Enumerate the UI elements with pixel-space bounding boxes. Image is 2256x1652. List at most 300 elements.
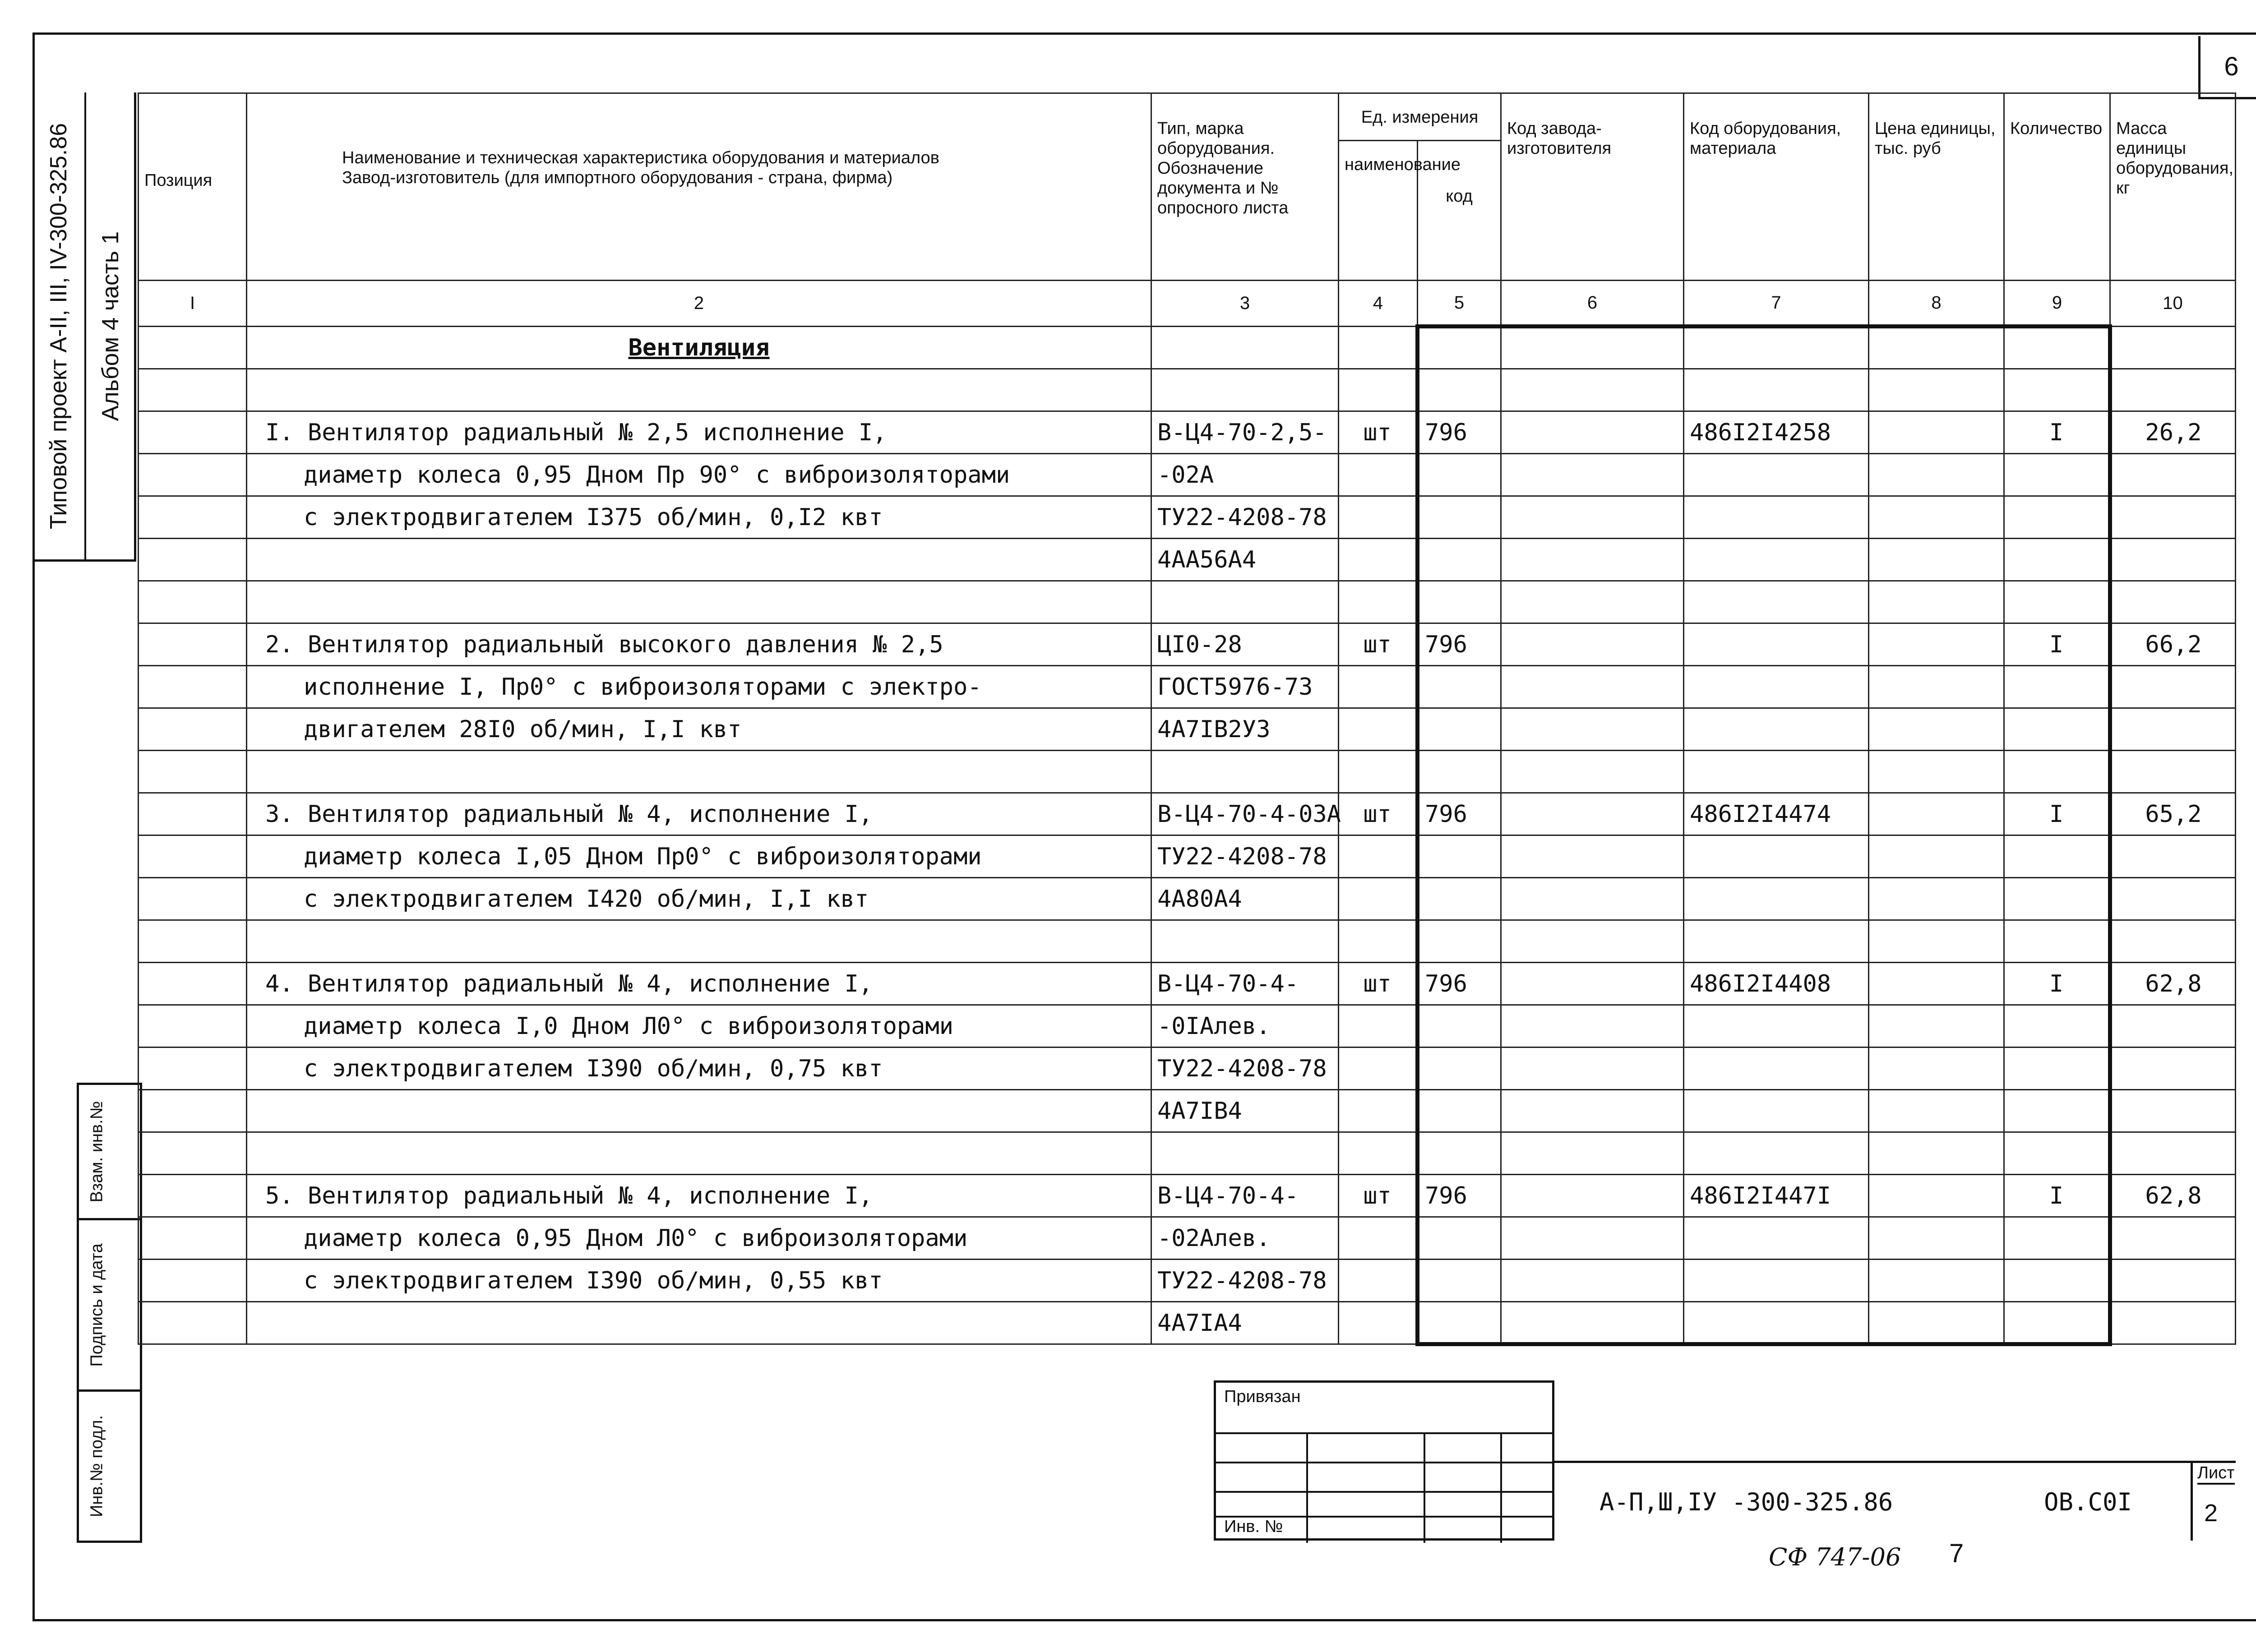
maker-code-cell (1501, 1302, 1684, 1344)
item-unit-code (1418, 581, 1501, 623)
table-row (139, 963, 2236, 1005)
item-qty (2004, 878, 2110, 920)
maker-code-cell (1501, 1005, 1684, 1047)
item-equip-code (1684, 1132, 1869, 1175)
price-cell (1869, 581, 2004, 623)
item-equip-code (1684, 581, 1869, 623)
table-row (139, 1302, 2236, 1344)
column-number: 8 (1869, 281, 2004, 327)
item-unit (1339, 369, 1418, 411)
item-mass (2110, 1132, 2236, 1175)
item-type: ТУ22-4208-78 (1151, 496, 1339, 539)
table-row (139, 496, 2236, 539)
inventory-label: Инв. № (1224, 1517, 1283, 1536)
side-stamp-signature-label: Подпись и дата (87, 1243, 106, 1367)
maker-code-cell (1501, 751, 1684, 793)
corner-page-number-text: 6 (2224, 52, 2239, 81)
position-cell (139, 835, 247, 878)
item-name (247, 1302, 1151, 1344)
item-unit-code (1418, 496, 1501, 539)
item-equip-code (1684, 1217, 1869, 1260)
item-unit (1339, 581, 1418, 623)
side-title-project-cell (32, 92, 86, 559)
item-unit (1339, 1302, 1418, 1344)
item-unit-code (1418, 835, 1501, 878)
position-cell (139, 623, 247, 666)
item-qty (2004, 1217, 2110, 1260)
column-number: 5 (1418, 281, 1501, 327)
maker-code-cell (1501, 1047, 1684, 1090)
item-type: 4А7IВ2У3 (1151, 708, 1339, 751)
maker-code-cell (1501, 1175, 1684, 1217)
item-unit-code (1418, 454, 1501, 496)
item-unit-code (1418, 1047, 1501, 1090)
header-maker-code: Код завода-изготовителя (1501, 93, 1684, 281)
header-unit-code: код (1418, 141, 1501, 281)
column-number: 6 (1501, 281, 1684, 327)
price-cell (1869, 835, 2004, 878)
item-qty (2004, 1260, 2110, 1302)
item-mass (2110, 751, 2236, 793)
item-name: I. Вентилятор радиальный № 2,5 исполнение I, (247, 411, 1151, 454)
item-qty: I (2004, 623, 2110, 666)
item-type: В-Ц4-70-4- (1151, 1175, 1339, 1217)
item-equip-code (1684, 878, 1869, 920)
item-qty (2004, 1132, 2110, 1175)
maker-code-cell (1501, 666, 1684, 708)
position-cell (139, 1217, 247, 1260)
item-type: ЦI0-28 (1151, 623, 1339, 666)
item-mass (2110, 539, 2236, 581)
maker-code-cell (1501, 920, 1684, 963)
position-cell (139, 496, 247, 539)
item-mass (2110, 1090, 2236, 1132)
item-qty (2004, 1090, 2110, 1132)
column-number: 3 (1151, 281, 1339, 327)
header-unit: Ед. измерения (1339, 93, 1501, 141)
item-unit-code (1418, 1132, 1501, 1175)
item-unit (1339, 1260, 1418, 1302)
side-stamp-replace (79, 1085, 140, 1220)
item-mass (2110, 496, 2236, 539)
item-name: диаметр колеса I,0 Дном Л0° с виброизоляторами (247, 1005, 1151, 1047)
item-equip-code (1684, 835, 1869, 878)
item-unit (1339, 496, 1418, 539)
price-cell (1869, 1217, 2004, 1260)
column-number-row (139, 281, 2236, 327)
position-cell (139, 581, 247, 623)
item-name (247, 920, 1151, 963)
item-name: с электродвигателем I390 об/мин, 0,55 квт (247, 1260, 1151, 1302)
item-unit-code (1418, 878, 1501, 920)
item-name: двигателем 28I0 об/мин, I,I квт (247, 708, 1151, 751)
item-unit-code (1418, 708, 1501, 751)
price-cell (1869, 1090, 2004, 1132)
header-qty: Количество (2004, 93, 2110, 281)
item-type: В-Ц4-70-2,5- (1151, 411, 1339, 454)
maker-code-cell (1501, 793, 1684, 835)
item-mass (2110, 708, 2236, 751)
position-cell (139, 369, 247, 411)
table-row (139, 539, 2236, 581)
item-mass (2110, 454, 2236, 496)
item-unit-code (1418, 539, 1501, 581)
sheet-number: 2 (2204, 1500, 2218, 1527)
header-row (139, 93, 2236, 141)
table-row (139, 581, 2236, 623)
side-title-album-cell (84, 92, 136, 559)
item-unit-code: 796 (1418, 623, 1501, 666)
item-type (1151, 581, 1339, 623)
item-equip-code (1684, 1090, 1869, 1132)
price-cell (1869, 1260, 2004, 1302)
position-cell (139, 1047, 247, 1090)
item-unit-code (1418, 920, 1501, 963)
maker-code-cell (1501, 1090, 1684, 1132)
header-name: Наименование и техническая характеристика оборудования и материалов Завод-изготовитель (для импортного оборудования - страна, фирма) (247, 93, 1151, 281)
item-unit-code (1418, 751, 1501, 793)
item-name (247, 751, 1151, 793)
item-unit-code (1418, 1005, 1501, 1047)
item-equip-code (1684, 1260, 1869, 1302)
item-unit (1339, 1132, 1418, 1175)
item-mass (2110, 369, 2236, 411)
item-name: диаметр колеса I,05 Дном Пр0° с виброизоляторами (247, 835, 1151, 878)
item-type: ГОСТ5976-73 (1151, 666, 1339, 708)
item-unit: шт (1339, 1175, 1418, 1217)
position-cell (139, 1175, 247, 1217)
item-equip-code: 486I2I447I (1684, 1175, 1869, 1217)
item-type: -02А (1151, 454, 1339, 496)
item-equip-code (1684, 369, 1869, 411)
header-unit-name: наименование (1339, 141, 1418, 281)
item-unit-code: 796 (1418, 963, 1501, 1005)
item-unit (1339, 1047, 1418, 1090)
maker-code-cell (1501, 496, 1684, 539)
item-type (1151, 751, 1339, 793)
item-type: ТУ22-4208-78 (1151, 1260, 1339, 1302)
table-row (139, 623, 2236, 666)
position-cell (139, 1005, 247, 1047)
side-title-project: Типовой проект А-II, III, IV-300-325.86 (45, 123, 72, 529)
item-mass: 66,2 (2110, 623, 2236, 666)
item-mass (2110, 581, 2236, 623)
table-body (139, 369, 2236, 1344)
item-type: 4АА56А4 (1151, 539, 1339, 581)
side-stamp-signature (79, 1220, 140, 1392)
position-cell (139, 666, 247, 708)
item-unit-code: 796 (1418, 1175, 1501, 1217)
table-row (139, 1090, 2236, 1132)
item-equip-code (1684, 496, 1869, 539)
sheet-number-box (2191, 1461, 2236, 1541)
position-cell (139, 751, 247, 793)
item-name (247, 581, 1151, 623)
document-code: А-П,Ш,IУ -300-325.86 (1600, 1488, 1893, 1516)
maker-code-cell (1501, 369, 1684, 411)
item-qty (2004, 1302, 2110, 1344)
item-unit-code (1418, 369, 1501, 411)
column-number: 4 (1339, 281, 1418, 327)
item-type: 4А80А4 (1151, 878, 1339, 920)
item-type: ТУ22-4208-78 (1151, 1047, 1339, 1090)
item-unit-code (1418, 1260, 1501, 1302)
table-row (139, 1260, 2236, 1302)
table-row (139, 708, 2236, 751)
item-type: В-Ц4-70-4-03А (1151, 793, 1339, 835)
item-unit (1339, 878, 1418, 920)
item-unit (1339, 454, 1418, 496)
item-mass (2110, 1217, 2236, 1260)
item-unit (1339, 751, 1418, 793)
header-mass: Масса единицы оборудования, кг (2110, 93, 2236, 281)
sheet-label: Лист (2197, 1463, 2235, 1485)
item-unit: шт (1339, 793, 1418, 835)
position-cell (139, 878, 247, 920)
maker-code-cell (1501, 878, 1684, 920)
item-name (247, 1132, 1151, 1175)
item-qty: I (2004, 411, 2110, 454)
maker-code-cell (1501, 835, 1684, 878)
header-type: Тип, марка оборудования. Обозначение документа и № опросного листа (1151, 93, 1339, 281)
item-unit-code (1418, 666, 1501, 708)
maker-code-cell (1501, 539, 1684, 581)
price-cell (1869, 1047, 2004, 1090)
item-unit (1339, 708, 1418, 751)
table-row (139, 878, 2236, 920)
item-equip-code: 486I2I4474 (1684, 793, 1869, 835)
item-type: 4А7IА4 (1151, 1302, 1339, 1344)
position-cell (139, 963, 247, 1005)
item-qty (2004, 708, 2110, 751)
item-type: 4А7IВ4 (1151, 1090, 1339, 1132)
item-qty (2004, 751, 2110, 793)
price-cell (1869, 411, 2004, 454)
item-qty (2004, 369, 2110, 411)
price-cell (1869, 539, 2004, 581)
item-qty: I (2004, 1175, 2110, 1217)
price-cell (1869, 666, 2004, 708)
item-unit: шт (1339, 963, 1418, 1005)
item-unit (1339, 920, 1418, 963)
item-qty (2004, 539, 2110, 581)
price-cell (1869, 1175, 2004, 1217)
price-cell (1869, 751, 2004, 793)
corner-page-number (2198, 36, 2256, 99)
item-mass (2110, 1260, 2236, 1302)
item-qty (2004, 1005, 2110, 1047)
equipment-spec-table (138, 92, 2236, 1346)
side-stamp-replace-label: Взам. инв.№ (87, 1101, 106, 1202)
item-qty (2004, 581, 2110, 623)
price-cell (1869, 1005, 2004, 1047)
position-cell (139, 920, 247, 963)
item-unit-code: 796 (1418, 793, 1501, 835)
item-equip-code (1684, 1302, 1869, 1344)
item-type: ТУ22-4208-78 (1151, 835, 1339, 878)
item-mass: 65,2 (2110, 793, 2236, 835)
table-row (139, 1005, 2236, 1047)
item-qty (2004, 835, 2110, 878)
position-cell (139, 793, 247, 835)
item-mass (2110, 1005, 2236, 1047)
table-row (139, 1217, 2236, 1260)
item-name (247, 369, 1151, 411)
item-name: 5. Вентилятор радиальный № 4, исполнение I, (247, 1175, 1151, 1217)
item-qty: I (2004, 963, 2110, 1005)
maker-code-cell (1501, 623, 1684, 666)
item-qty (2004, 1047, 2110, 1090)
section-title: Вентиляция (247, 327, 1151, 369)
item-unit-code (1418, 1302, 1501, 1344)
maker-code-cell (1501, 1260, 1684, 1302)
item-equip-code (1684, 539, 1869, 581)
side-stamps (77, 1083, 142, 1543)
table-row (139, 835, 2236, 878)
document-reference: ОВ.С0I (2044, 1488, 2132, 1516)
position-cell (139, 539, 247, 581)
item-name: диаметр колеса 0,95 Дном Пр 90° с виброизоляторами (247, 454, 1151, 496)
item-unit-code: 796 (1418, 411, 1501, 454)
item-mass (2110, 878, 2236, 920)
table-row (139, 1047, 2236, 1090)
item-mass (2110, 1047, 2236, 1090)
item-unit (1339, 1217, 1418, 1260)
header-position: Позиция (139, 93, 247, 281)
column-number: 10 (2110, 281, 2236, 327)
item-equip-code: 486I2I4258 (1684, 411, 1869, 454)
item-qty (2004, 454, 2110, 496)
item-name: диаметр колеса 0,95 Дном Л0° с виброизоляторами (247, 1217, 1151, 1260)
column-number: I (139, 281, 247, 327)
maker-code-cell (1501, 411, 1684, 454)
item-equip-code (1684, 708, 1869, 751)
header-price: Цена единицы, тыс. руб (1869, 93, 2004, 281)
item-qty (2004, 920, 2110, 963)
price-cell (1869, 1302, 2004, 1344)
title-block (1554, 1461, 2236, 1541)
item-qty (2004, 496, 2110, 539)
item-unit (1339, 835, 1418, 878)
item-type: -02Алев. (1151, 1217, 1339, 1260)
item-type: В-Ц4-70-4- (1151, 963, 1339, 1005)
footer-page: 7 (1949, 1539, 1964, 1568)
item-unit (1339, 1090, 1418, 1132)
table-row (139, 666, 2236, 708)
price-cell (1869, 793, 2004, 835)
item-name: исполнение I, Пр0° с виброизоляторами с электро- (247, 666, 1151, 708)
position-cell (139, 708, 247, 751)
binding-label: Привязан (1224, 1387, 1301, 1406)
item-unit-code (1418, 1090, 1501, 1132)
price-cell (1869, 369, 2004, 411)
footer-code: СФ 747-06 (1769, 1543, 1901, 1571)
item-equip-code (1684, 1047, 1869, 1090)
item-mass: 62,8 (2110, 1175, 2236, 1217)
item-name: с электродвигателем I375 об/мин, 0,I2 квт (247, 496, 1151, 539)
section-row (139, 327, 2236, 369)
item-type: -0IАлев. (1151, 1005, 1339, 1047)
header-equip-code: Код оборудования, материала (1684, 93, 1869, 281)
item-name: с электродвигателем I390 об/мин, 0,75 квт (247, 1047, 1151, 1090)
price-cell (1869, 963, 2004, 1005)
item-qty: I (2004, 793, 2110, 835)
item-mass (2110, 666, 2236, 708)
table-row (139, 454, 2236, 496)
side-stamp-original (79, 1392, 140, 1541)
side-title-block (32, 92, 136, 562)
price-cell (1869, 878, 2004, 920)
side-stamp-original-label: Инв.№ подл. (87, 1415, 106, 1518)
item-name (247, 1090, 1151, 1132)
maker-code-cell (1501, 581, 1684, 623)
column-number: 9 (2004, 281, 2110, 327)
table-row (139, 751, 2236, 793)
item-type (1151, 920, 1339, 963)
price-cell (1869, 623, 2004, 666)
item-qty (2004, 666, 2110, 708)
item-mass (2110, 835, 2236, 878)
maker-code-cell (1501, 1217, 1684, 1260)
maker-code-cell (1501, 454, 1684, 496)
item-name: 3. Вентилятор радиальный № 4, исполнение I, (247, 793, 1151, 835)
item-name: 2. Вентилятор радиальный высокого давления № 2,5 (247, 623, 1151, 666)
item-name (247, 539, 1151, 581)
table-row (139, 1175, 2236, 1217)
item-unit (1339, 666, 1418, 708)
item-unit (1339, 1005, 1418, 1047)
item-unit-code (1418, 1217, 1501, 1260)
item-mass (2110, 920, 2236, 963)
item-name: 4. Вентилятор радиальный № 4, исполнение I, (247, 963, 1151, 1005)
item-equip-code (1684, 666, 1869, 708)
price-cell (1869, 454, 2004, 496)
side-title-album: Альбом 4 часть 1 (97, 231, 124, 421)
item-equip-code (1684, 623, 1869, 666)
item-equip-code (1684, 751, 1869, 793)
position-cell (139, 1302, 247, 1344)
item-equip-code (1684, 454, 1869, 496)
maker-code-cell (1501, 963, 1684, 1005)
position-cell (139, 411, 247, 454)
item-mass: 26,2 (2110, 411, 2236, 454)
position-cell (139, 454, 247, 496)
item-mass (2110, 1302, 2236, 1344)
position-cell (139, 1132, 247, 1175)
item-type (1151, 369, 1339, 411)
price-cell (1869, 708, 2004, 751)
table-row (139, 369, 2236, 411)
item-unit (1339, 539, 1418, 581)
item-type (1151, 1132, 1339, 1175)
price-cell (1869, 496, 2004, 539)
column-number: 2 (247, 281, 1151, 327)
position-cell (139, 1260, 247, 1302)
maker-code-cell (1501, 1132, 1684, 1175)
table-row (139, 793, 2236, 835)
item-name: с электродвигателем I420 об/мин, I,I квт (247, 878, 1151, 920)
table-row (139, 411, 2236, 454)
item-equip-code: 486I2I4408 (1684, 963, 1869, 1005)
item-equip-code (1684, 920, 1869, 963)
item-equip-code (1684, 1005, 1869, 1047)
price-cell (1869, 920, 2004, 963)
item-unit: шт (1339, 623, 1418, 666)
item-unit: шт (1339, 411, 1418, 454)
column-number: 7 (1684, 281, 1869, 327)
item-mass: 62,8 (2110, 963, 2236, 1005)
maker-code-cell (1501, 708, 1684, 751)
